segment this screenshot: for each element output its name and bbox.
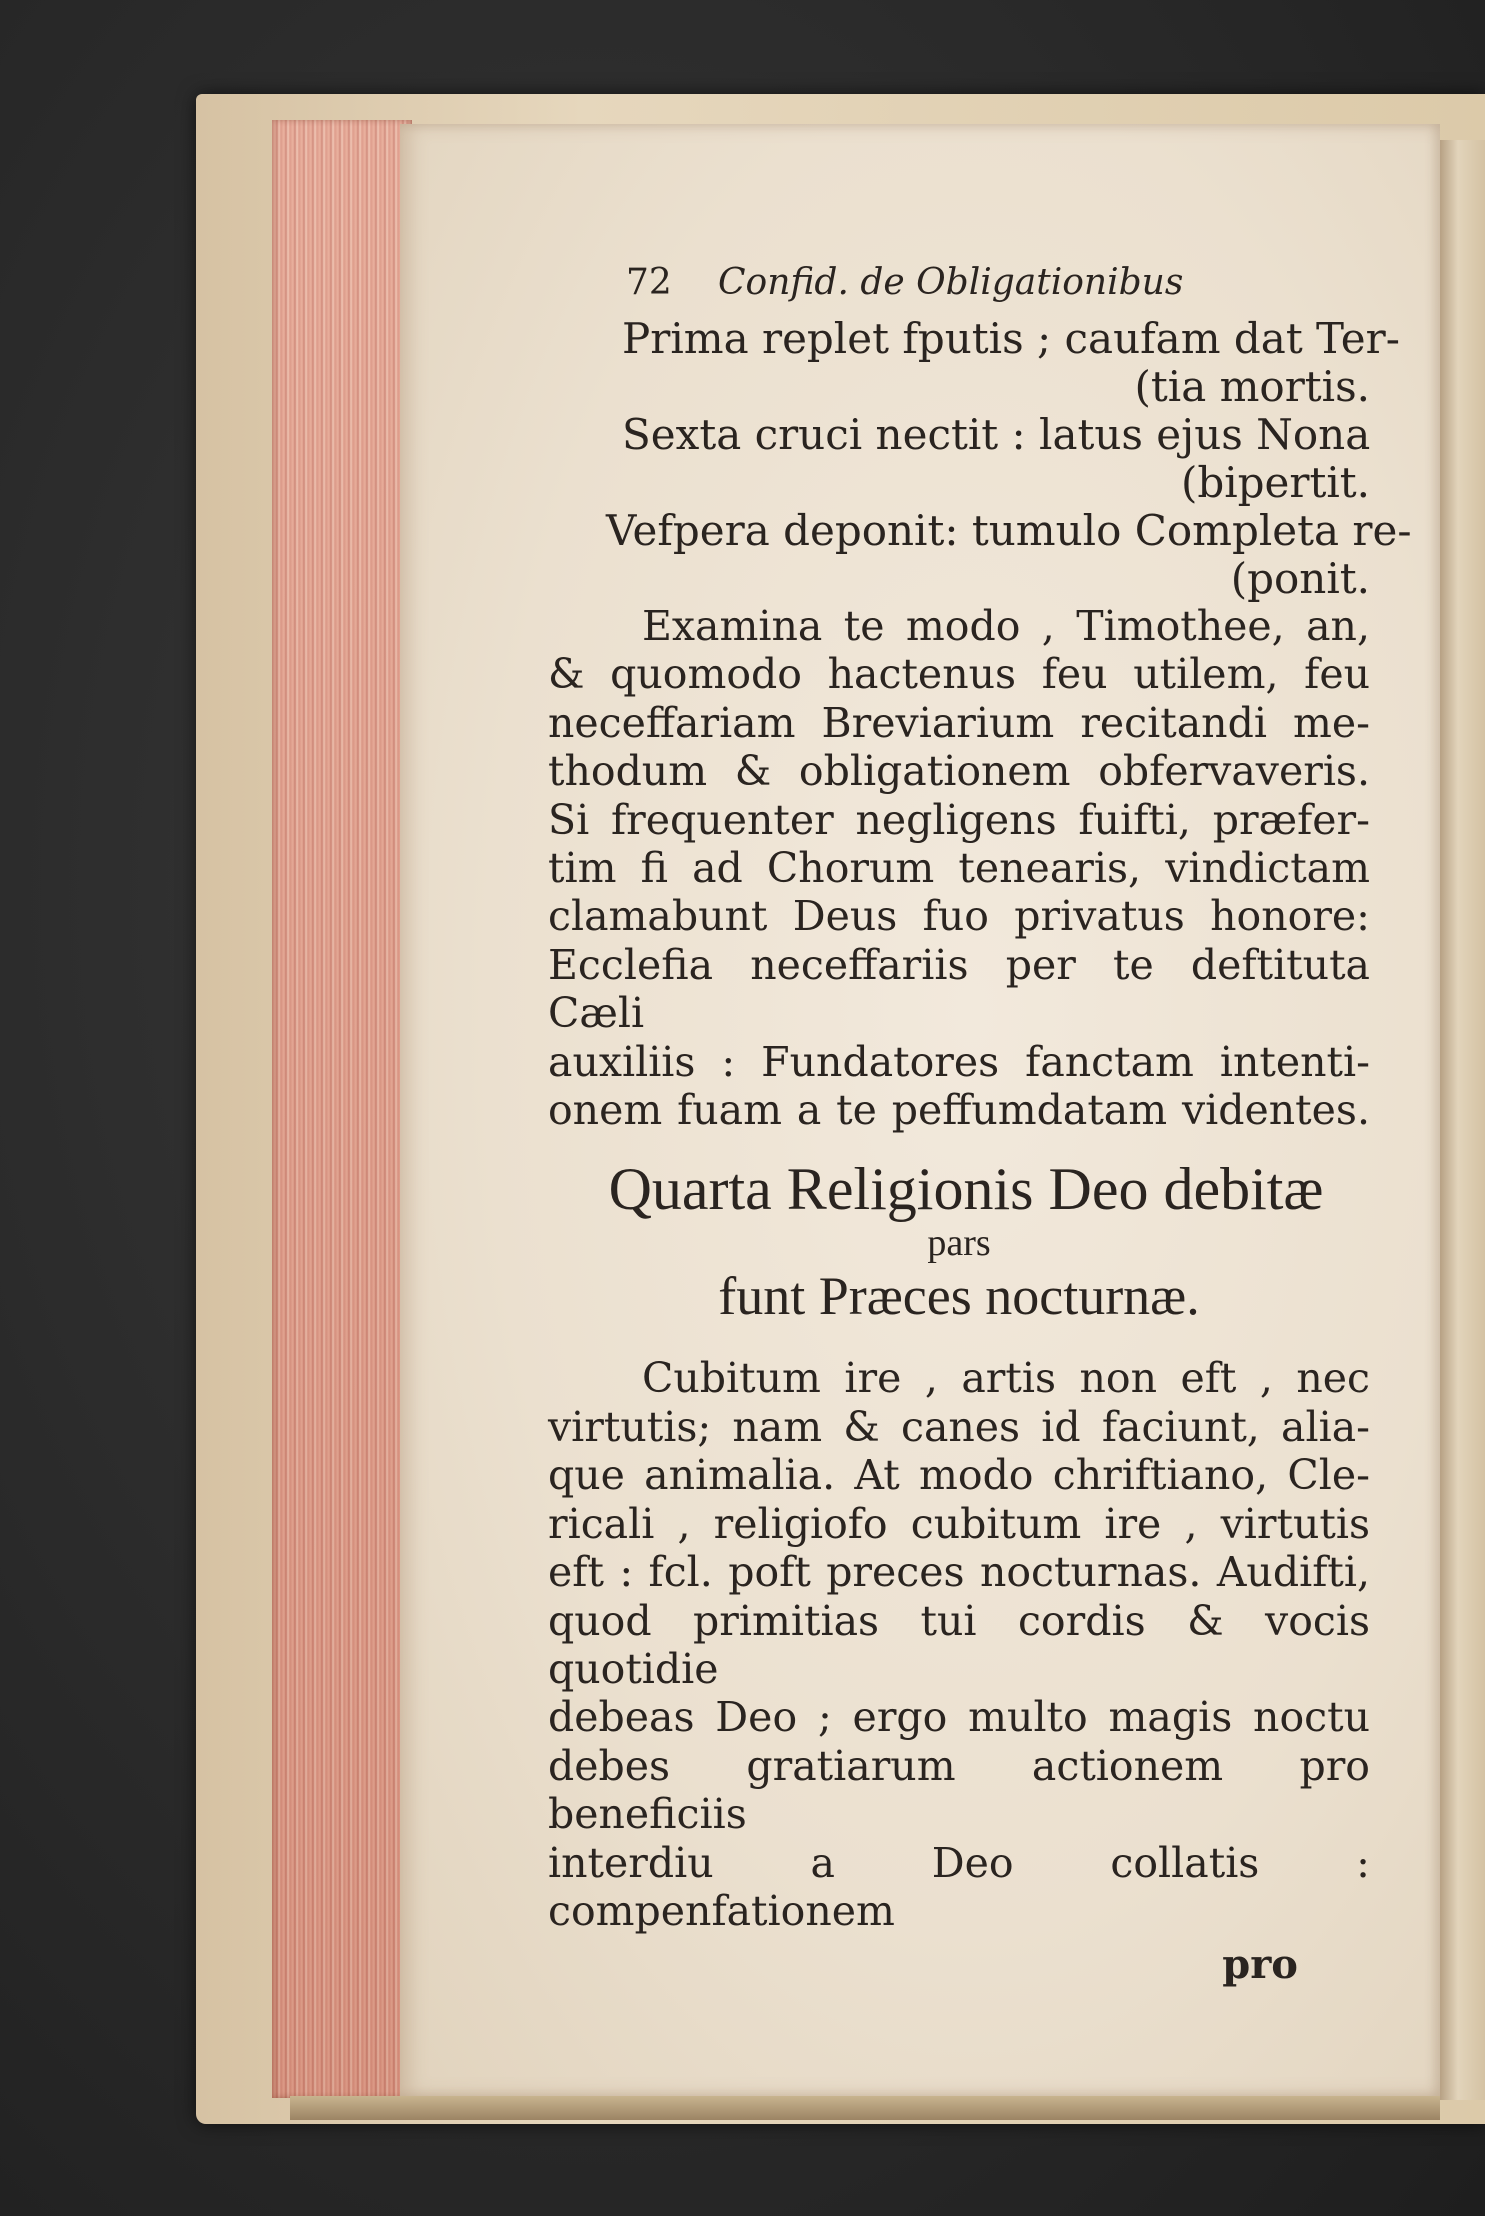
running-head: Confid. de Obligationibus — [718, 262, 1184, 303]
text-line: debes gratiarum actionem pro beneficiis — [548, 1741, 1370, 1839]
verse-line — [548, 314, 1400, 411]
section-heading-line: Quarta Religionis Deo debitæ — [608, 1156, 1324, 1223]
text-line: onem fuam a te peffumdatam videntes. — [548, 1086, 1370, 1135]
text-line: auxiliis : Fundatores fanctam intenti- — [548, 1037, 1370, 1086]
text-line: Si frequenter negligens fuifti, præfer- — [548, 795, 1370, 844]
catchword: pro — [1222, 1941, 1298, 1989]
text-line: virtutis; nam & canes id faciunt, alia- — [548, 1402, 1370, 1451]
page-number: 72 — [626, 262, 672, 303]
verse-line — [548, 506, 1412, 603]
verse-line-continuation: (ponit. — [1230, 554, 1370, 603]
text-line: que animalia. At modo chriftiano, Cle- — [548, 1451, 1370, 1500]
section-heading-line: pars — [927, 1222, 991, 1265]
text-line: Examina te modo , Timothee, an, — [642, 602, 1370, 650]
page-bottom-edge — [290, 2096, 1440, 2120]
verse-line-text: Prima replet fputis ; caufam dat Ter- — [622, 314, 1400, 363]
section-heading-line: funt Præces nocturnæ. — [718, 1266, 1200, 1327]
section-heading — [548, 1156, 1370, 1328]
text-line: neceffariam Breviarium recitandi me- — [548, 698, 1370, 747]
text-line: & quomodo hactenus feu utilem, feu — [548, 650, 1370, 699]
page-text — [548, 262, 1412, 1989]
text-line: interdiu a Deo collatis : compenfationem — [548, 1838, 1370, 1935]
text-line: ricali , religiofo cubitum ire , virtutis — [548, 1499, 1370, 1548]
text-line: Ecclefia neceffariis per te deftituta Cæli — [548, 940, 1370, 1038]
text-line: thodum & obligationem obfervaveris. — [548, 747, 1370, 796]
text-line: eft : fcl. poft preces nocturnas. Audifti, — [548, 1548, 1370, 1597]
text-line: clamabunt Deus fuo privatus honore: — [548, 892, 1370, 941]
paragraph-examination — [548, 602, 1370, 1134]
right-page-gutter — [1440, 140, 1485, 2100]
page-header — [548, 262, 1370, 314]
paragraph-night-prayers — [548, 1354, 1370, 1935]
verse-line — [548, 410, 1370, 506]
verse-line-text: Sexta cruci nectit : latus ejus Nona — [622, 410, 1371, 459]
text-line: debeas Deo ; ergo multo magis noctu — [548, 1693, 1370, 1742]
text-line: quod primitias tui cordis & vocis quotidie — [548, 1596, 1370, 1693]
text-line: Cubitum ire , artis non eft , nec — [642, 1354, 1370, 1403]
verse-line-continuation: (tia mortis. — [1134, 362, 1370, 411]
verse-line-text: Vefpera deponit: tumulo Completa re- — [606, 506, 1412, 555]
page-edges — [272, 120, 412, 2098]
verse-line-continuation: (bipertit. — [1180, 458, 1370, 507]
text-line: tim fi ad Chorum tenearis, vindictam — [548, 844, 1370, 893]
